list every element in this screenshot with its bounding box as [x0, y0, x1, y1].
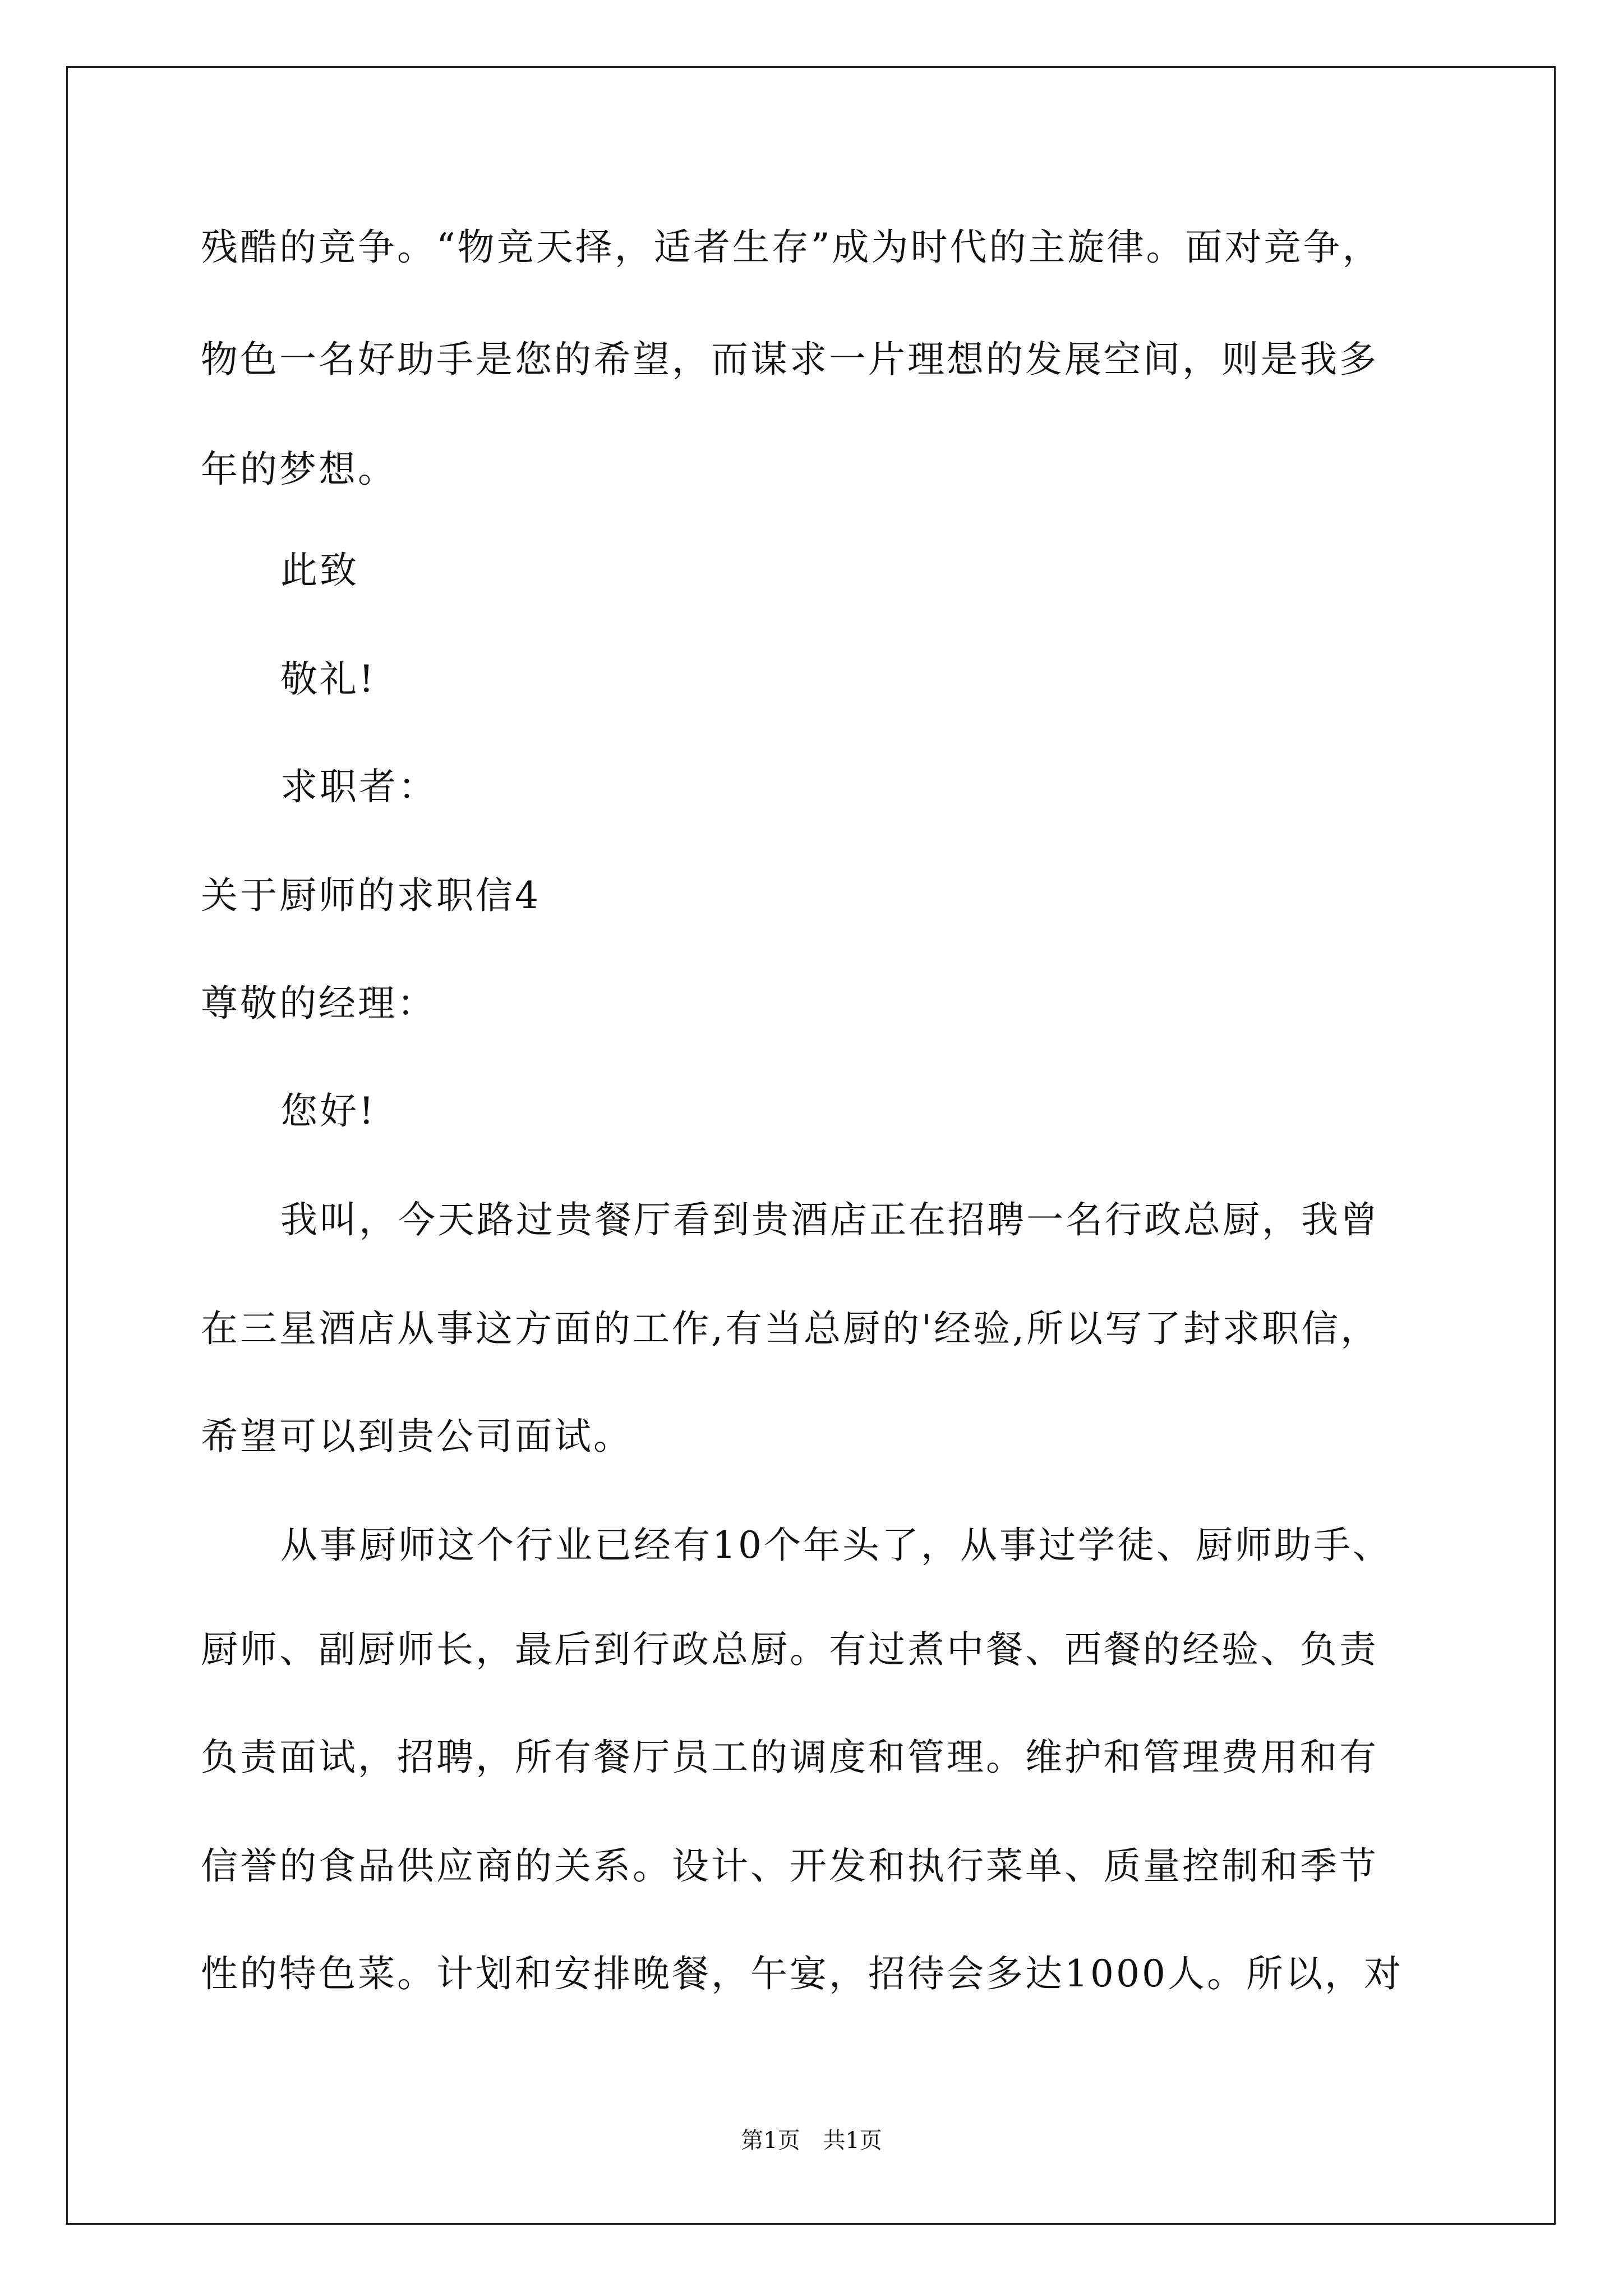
text-line: 厨师、副厨师长，最后到行政总厨。有过煮中餐、西餐的经验、负责 — [201, 1628, 1378, 1671]
text-line: 性的特色菜。计划和安排晚餐，午宴，招待会多达1000人。所以，对 — [201, 1952, 1403, 1995]
text-line: 求职者： — [280, 765, 437, 808]
text-line: 希望可以到贵公司面试。 — [201, 1415, 633, 1458]
text-line: 年的梦想。 — [201, 448, 397, 491]
text-line: 从事厨师这个行业已经有10个年头了，从事过学徒、厨师助手、 — [280, 1524, 1392, 1567]
text-line: 物色一名好助手是您的希望，而谋求一片理想的发展空间，则是我多 — [201, 338, 1378, 381]
page-total: 共1页 — [823, 2128, 882, 2154]
page-border — [66, 66, 1556, 2225]
salutation: 尊敬的经理： — [201, 982, 436, 1025]
text-line: 负责面试，招聘，所有餐厅员工的调度和管理。维护和管理费用和有 — [201, 1736, 1378, 1779]
text-line: 信誉的食品供应商的关系。设计、开发和执行菜单、质量控制和季节 — [201, 1844, 1378, 1888]
page-number: 第1页 — [741, 2128, 800, 2154]
text-line: 敬礼! — [280, 657, 376, 701]
text-line: 此致 — [280, 549, 359, 592]
text-line: 我叫，今天路过贵餐厅看到贵酒店正在招聘一名行政总厨，我曾 — [280, 1198, 1380, 1241]
page-footer — [0, 2129, 1623, 2152]
text-line: 残酷的竞争。“物竞天择，适者生存”成为时代的主旋律。面对竞争， — [201, 226, 1382, 269]
greeting: 您好! — [280, 1089, 376, 1133]
text-line: 在三星酒店从事这方面的工作,有当总厨的'经验,所以写了封求职信， — [201, 1307, 1380, 1350]
section-heading: 关于厨师的求职信4 — [201, 874, 541, 917]
